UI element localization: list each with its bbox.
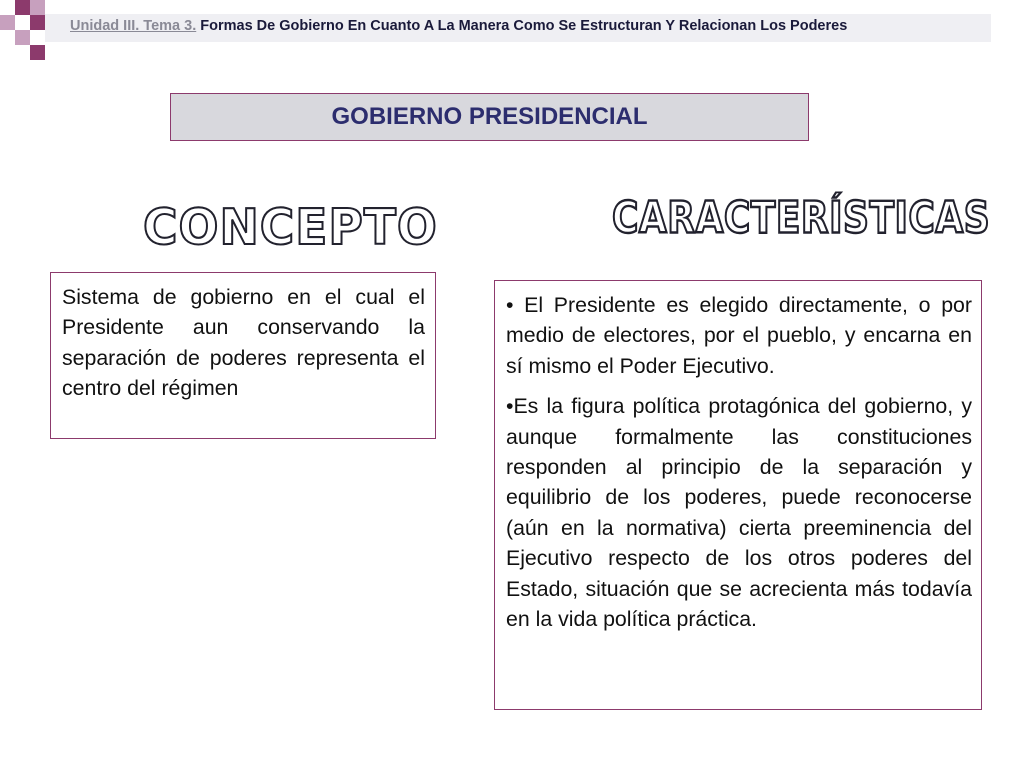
characteristic-item: •Es la figura política protagónica del gobierno, y aunque formalmente las constituciones responden al principio de la separación y equilibrio de los poderes, puede reconocerse (aún en la normativa) cierta preeminencia del Ejecutivo respecto de los otros poderes del Estado, situación que se acrecienta más todavía en la vida política práctica. [506,394,972,632]
decor-square [0,15,15,30]
header-topic: Formas De Gobierno En Cuanto A La Manera Como Se Estructuran Y Relacionan Los Poderes [200,18,848,34]
decor-square [30,45,45,60]
decor-square [15,30,30,45]
characteristics-box [494,280,982,710]
decor-square [15,0,30,15]
header-title [70,18,847,34]
concept-box [50,272,436,439]
concept-heading: CONCEPTO [143,198,438,257]
characteristic-item: • El Presidente es elegido directamente, o por medio de electores, por el pueblo, y encarna en sí mismo el Poder Ejecutivo. [506,293,972,378]
characteristics-heading: CARACTERÍSTICAS [612,193,991,244]
concept-text: Sistema de gobierno en el cual el Presidente aun conservando la separación de poderes representa el centro del régimen [62,285,425,401]
decor-square [30,0,45,15]
decor-square [30,15,45,30]
slide-title: GOBIERNO PRESIDENCIAL [170,93,809,141]
header-unit-label: Unidad III. Tema 3. [70,18,197,34]
